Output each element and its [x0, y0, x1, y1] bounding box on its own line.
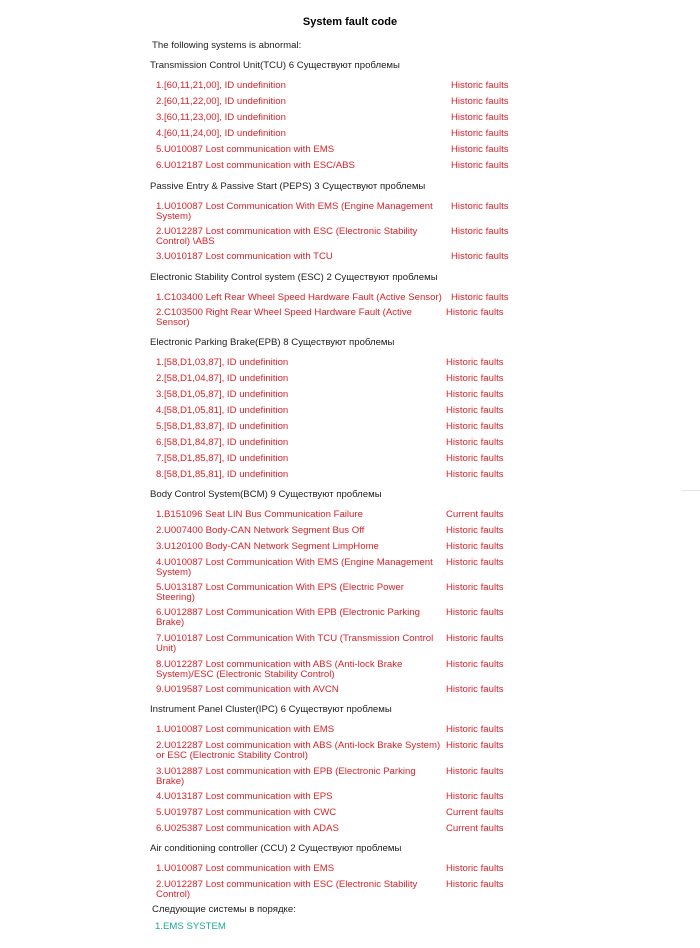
fault-status: Historic faults: [446, 453, 504, 464]
fault-status: Current faults: [446, 509, 504, 520]
fault-status: Historic faults: [451, 96, 509, 107]
fault-desc: 7.U010187 Lost Communication With TCU (Transmission Control Unit): [156, 633, 434, 654]
system-header-esc: Electronic Stability Control system (ESC) 2 Существуют проблемы: [150, 272, 438, 283]
fault-status: Historic faults: [446, 791, 504, 802]
fault-status: Historic faults: [451, 144, 509, 155]
fault-status: Current faults: [446, 823, 504, 834]
fault-status: Historic faults: [446, 421, 504, 432]
fault-desc: 4.[58,D1,05,81], ID undefinition: [156, 405, 289, 416]
fault-status: Historic faults: [446, 724, 504, 735]
page-title: System fault code: [302, 16, 398, 28]
fault-desc: 6.U012187 Lost communication with ESC/ABS: [156, 160, 355, 171]
fault-status: Historic faults: [446, 659, 504, 670]
system-header-bcm: Body Control System(BCM) 9 Существуют проблемы: [150, 489, 382, 500]
fault-desc: 2.[58,D1,04,87], ID undefinition: [156, 373, 289, 384]
fault-desc: 1.[58,D1,03,87], ID undefinition: [156, 357, 289, 368]
fault-desc: 8.U012287 Lost communication with ABS (Anti-lock Brake System)/ESC (Electronic Stability Control): [156, 659, 403, 680]
fault-status: Historic faults: [446, 684, 504, 695]
fault-desc: 1.U010087 Lost Communication With EMS (Engine Management System): [156, 201, 433, 222]
fault-status: Historic faults: [451, 128, 509, 139]
fault-status: Historic faults: [446, 740, 504, 751]
fault-status: Historic faults: [446, 469, 504, 480]
system-header-epb: Electronic Parking Brake(EPB) 8 Существуют проблемы: [150, 337, 395, 348]
fault-desc: 5.[58,D1,83,87], ID undefinition: [156, 421, 289, 432]
fault-status: Historic faults: [446, 307, 504, 318]
fault-desc: 3.U120100 Body-CAN Network Segment LimpHome: [156, 541, 379, 552]
ok-header: Следующие системы в порядке:: [152, 904, 296, 915]
fault-status: Historic faults: [451, 160, 509, 171]
fault-desc: 3.U010187 Lost communication with TCU: [156, 251, 333, 262]
fault-desc: 2.C103500 Right Rear Wheel Speed Hardware Fault (Active Sensor): [156, 307, 412, 328]
system-header-ccu: Air conditioning controller (CCU) 2 Существуют проблемы: [150, 843, 402, 854]
fault-desc: 7.[58,D1,85,87], ID undefinition: [156, 453, 289, 464]
fault-desc: 2.U012287 Lost communication with ESC (Electronic Stability Control): [156, 879, 418, 900]
fault-status: Historic faults: [446, 879, 504, 890]
fault-status: Historic faults: [451, 251, 509, 262]
fault-desc: 6.[58,D1,84,87], ID undefinition: [156, 437, 289, 448]
system-header-ipc: Instrument Panel Cluster(IPC) 6 Существуют проблемы: [150, 704, 392, 715]
fault-desc: 1.C103400 Left Rear Wheel Speed Hardware Fault (Active Sensor): [156, 292, 442, 303]
fault-desc: 8.[58,D1,85,81], ID undefinition: [156, 469, 289, 480]
fault-status: Historic faults: [446, 863, 504, 874]
fault-status: Historic faults: [451, 292, 509, 303]
fault-status: Historic faults: [446, 766, 504, 777]
fault-status: Historic faults: [446, 541, 504, 552]
ok-system-item: 1.EMS SYSTEM: [155, 921, 226, 932]
fault-status: Historic faults: [446, 389, 504, 400]
fault-desc: 3.[58,D1,05,87], ID undefinition: [156, 389, 289, 400]
fault-desc: 5.U013187 Lost Communication With EPS (Electric Power Steering): [156, 582, 404, 603]
fault-desc: 1.B151096 Seat LIN Bus Communication Failure: [156, 509, 363, 520]
fault-status: Historic faults: [446, 607, 504, 618]
fault-desc: 1.U010087 Lost communication with EMS: [156, 724, 335, 735]
page-edge-divider: [682, 490, 700, 491]
fault-status: Historic faults: [446, 437, 504, 448]
fault-desc: 2.U007400 Body-CAN Network Segment Bus Off: [156, 525, 365, 536]
fault-status: Historic faults: [451, 226, 509, 237]
fault-status: Historic faults: [446, 405, 504, 416]
fault-status: Historic faults: [446, 357, 504, 368]
fault-status: Historic faults: [446, 373, 504, 384]
fault-status: Historic faults: [451, 112, 509, 123]
fault-status: Historic faults: [446, 582, 504, 593]
system-header-tcu: Transmission Control Unit(TCU) 6 Существуют проблемы: [150, 60, 400, 71]
fault-desc: 6.U025387 Lost communication with ADAS: [156, 823, 339, 834]
fault-desc: 3.U012887 Lost communication with EPB (Electronic Parking Brake): [156, 766, 416, 787]
fault-status: Current faults: [446, 807, 504, 818]
fault-status: Historic faults: [446, 525, 504, 536]
fault-desc: 5.U010087 Lost communication with EMS: [156, 144, 335, 155]
fault-desc: 1.U010087 Lost communication with EMS: [156, 863, 335, 874]
fault-desc: 9.U019587 Lost communication with AVCN: [156, 684, 339, 695]
fault-status: Historic faults: [446, 557, 504, 568]
fault-desc: 4.[60,11,24,00], ID undefinition: [156, 128, 286, 139]
fault-status: Historic faults: [451, 201, 509, 212]
fault-desc: 3.[60,11,23,00], ID undefinition: [156, 112, 286, 123]
fault-desc: 2.U012287 Lost communication with ABS (Anti-lock Brake System) or ESC (Electronic Stability Control): [156, 740, 441, 761]
fault-status: Historic faults: [446, 633, 504, 644]
fault-desc: 5.U019787 Lost communication with CWC: [156, 807, 337, 818]
fault-desc: 6.U012887 Lost Communication With EPB (Electronic Parking Brake): [156, 607, 420, 628]
fault-status: Historic faults: [451, 80, 509, 91]
system-header-peps: Passive Entry & Passive Start (PEPS) 3 Существуют проблемы: [150, 181, 426, 192]
fault-desc: 2.[60,11,22,00], ID undefinition: [156, 96, 286, 107]
fault-desc: 1.[60,11,21,00], ID undefinition: [156, 80, 286, 91]
fault-desc: 4.U010087 Lost Communication With EMS (Engine Management System): [156, 557, 433, 578]
fault-desc: 4.U013187 Lost communication with EPS: [156, 791, 333, 802]
fault-desc: 2.U012287 Lost communication with ESC (Electronic Stability Control) \ABS: [156, 226, 418, 247]
abnormal-header: The following systems is abnormal:: [152, 40, 302, 51]
